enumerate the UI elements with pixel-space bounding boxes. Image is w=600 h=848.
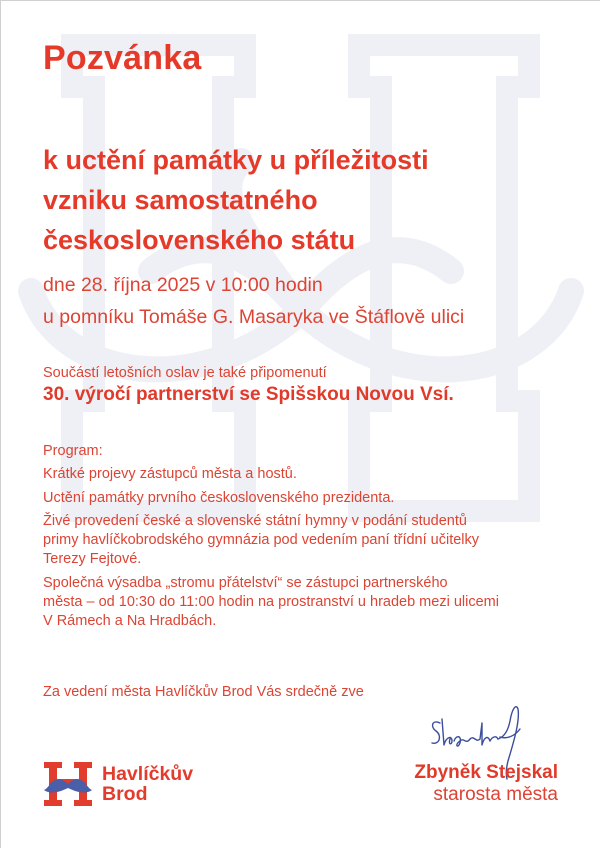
subtitle-line: k uctění památky u příležitosti	[43, 145, 429, 175]
celebration-highlight: 30. výročí partnerství se Spišskou Novou Vsí.	[43, 384, 454, 405]
event-location: u pomníku Tomáše G. Masaryka ve Štáflově ulici	[43, 306, 465, 328]
city-logo	[44, 762, 193, 806]
program-section	[43, 442, 499, 632]
subtitle-line: vzniku samostatného	[43, 185, 318, 215]
program-item: Uctění památky prvního československého prezidenta.	[43, 489, 395, 506]
celebration-intro: Součástí letošních oslav je také připomenutí	[43, 365, 327, 381]
h-mustache-logo-icon	[44, 762, 92, 806]
program-item: Krátké projevy zástupců města a hostů.	[43, 466, 297, 483]
logo-text	[102, 764, 193, 804]
invitation-subtitle	[43, 140, 429, 260]
program-item: Terezy Fejtové.	[43, 551, 142, 568]
subtitle-line: československého státu	[43, 225, 356, 255]
program-item: města – od 10:30 do 11:00 hodin na prostranství u hradeb mezi ulicemi	[43, 594, 499, 611]
program-item: V Rámech a Na Hradbách.	[43, 613, 217, 630]
signer-name: Zbyněk Stejskal	[414, 762, 558, 783]
signer-role: starosta města	[433, 784, 558, 805]
event-date-time: dne 28. října 2025 v 10:00 hodin	[43, 274, 323, 296]
invitation-title: Pozvánka	[43, 39, 202, 77]
program-item: Společná výsadba „stromu přátelství“ se zástupci partnerského	[43, 574, 448, 591]
program-item: primy havlíčkobrodského gymnázia pod vedením paní třídní učitelky	[43, 532, 480, 549]
logo-line-1: Havlíčkův	[102, 763, 194, 785]
signer-block	[414, 762, 558, 806]
logo-line-2: Brod	[102, 783, 148, 805]
invitation-closing: Za vedení města Havlíčkův Brod Vás srdečně zve	[43, 684, 364, 700]
program-heading: Program:	[43, 443, 103, 459]
program-item: Živé provedení české a slovenské státní hymny v podání studentů	[43, 512, 467, 529]
